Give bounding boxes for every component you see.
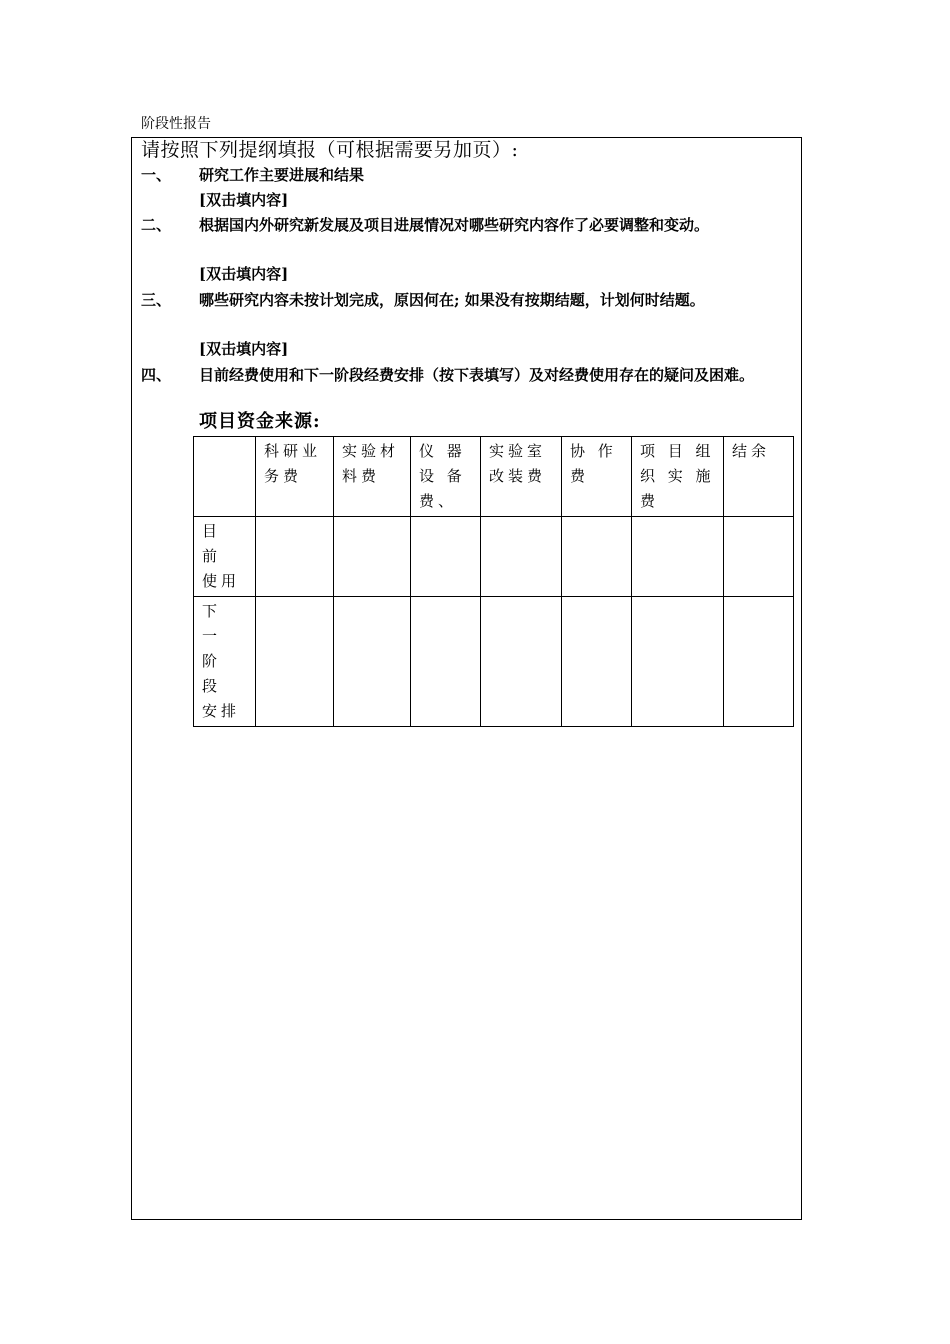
table-cell[interactable] [256,597,334,727]
table-cell[interactable] [334,597,411,727]
row-label: 目 前 使用 [194,517,256,597]
table-cell[interactable] [562,517,632,597]
section-3-text: 哪些研究内容未按计划完成，原因何在; 如果没有按期结题，计划何时结题。 [199,291,705,309]
section-4-text: 目前经费使用和下一阶段经费安排（按下表填写）及对经费使用存在的疑问及困难。 [199,366,755,384]
header-corner-cell [194,437,256,517]
section-3-placeholder[interactable]: [双击填内容] [199,340,289,358]
row-label: 下 一 阶 段 安排 [194,597,256,727]
header-cell: 结余 [724,437,794,517]
header-cell: 实验材料费 [334,437,411,517]
table-cell[interactable] [334,517,411,597]
section-2-text: 根据国内外研究新发展及项目进展情况对哪些研究内容作了必要调整和变动。 [199,216,710,234]
section-3-number: 三、 [141,291,172,309]
table-row [194,597,794,727]
header-cell: 项 目 组 织 实 施 费 [632,437,724,517]
table-cell[interactable] [481,517,562,597]
table-cell[interactable] [562,597,632,727]
budget-table [193,436,794,727]
table-cell[interactable] [411,517,481,597]
header-cell: 实验室改装费 [481,437,562,517]
page-label: 阶段性报告 [141,116,211,132]
table-header-row [194,437,794,517]
section-2-placeholder[interactable]: [双击填内容] [199,265,289,283]
fund-source-title: 项目资金来源: [199,411,321,432]
header-cell: 仪 器 设 备 费、 [411,437,481,517]
table-cell[interactable] [724,517,794,597]
table-cell[interactable] [724,597,794,727]
header-cell: 科研业务费 [256,437,334,517]
section-1-number: 一、 [141,166,172,184]
section-1-placeholder[interactable]: [双击填内容] [199,191,289,209]
table-cell[interactable] [411,597,481,727]
intro-text: 请按照下列提纲填报（可根据需要另加页）: [141,139,519,161]
section-1-text: 研究工作主要进展和结果 [199,166,365,184]
table-cell[interactable] [632,517,724,597]
table-cell[interactable] [256,517,334,597]
header-cell: 协 作 费 [562,437,632,517]
section-4-number: 四、 [141,366,172,384]
table-cell[interactable] [481,597,562,727]
table-cell[interactable] [632,597,724,727]
table-row [194,517,794,597]
section-2-number: 二、 [141,216,172,234]
